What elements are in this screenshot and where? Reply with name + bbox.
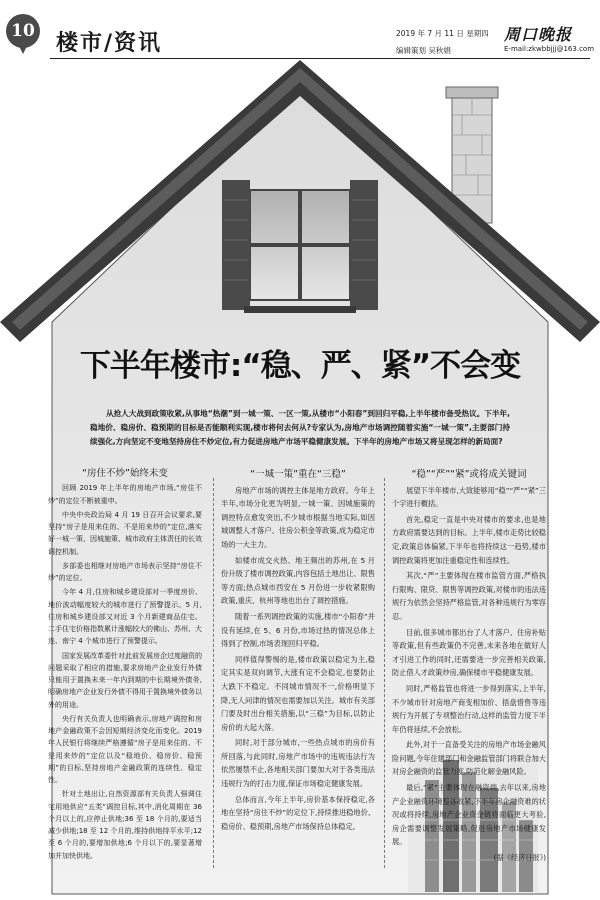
section-title: 楼市/资讯	[56, 30, 163, 56]
paragraph: 今年 4 月,住房和城乡建设部对一季度房价、地价波动幅度较大的城市进行了预警提示。5 月,住房和城乡建设部又对近 3 个月新建商品住宅、二手住宅价格指数累计涨幅较大的佛山、苏州、大连、南宁 4 个城市进行了预警提示。	[48, 588, 202, 646]
header-rule	[50, 58, 590, 59]
paragraph: 中央中央政治局 4 月 19 日召开会议要求,要坚持“房子是用来住的、不是用来炒的”定位,落实好一城一策、因城施策、城市政府主体责任的长效调控机制。	[48, 510, 202, 556]
issue-date: 2019 年 7 月 11 日 星期四	[396, 29, 489, 38]
email-address: E-mail:zkwbbjjj@163.com	[504, 45, 595, 53]
page-number-badge: 10	[6, 14, 40, 48]
paragraph: 回顾 2019 年上半年的房地产市场,“房住不炒”的定位不断被重申。	[48, 484, 202, 505]
paragraph: 针对土地出让,自然资源部有关负责人强调住宅用地供应“五类”调控目标,其中,消化周期在 36 个月以上的,应停止供地;36 至 18 个月的,要适当减少供地;18 至 12 个月的,维持供地持平水平;12 至 6 个月的,要增加供地;6 个月以下的,要显著增加并加快供地。	[48, 790, 202, 860]
column-divider	[213, 478, 214, 868]
newspaper-logo: 周口晚报	[504, 25, 573, 44]
window-sill	[244, 306, 356, 313]
column-heading: “房住不炒”始终未变	[82, 468, 168, 479]
article-headline: 下半年楼市:“稳、严、紧”不会变	[79, 348, 521, 384]
paragraph: 多部委也相继对房地产市场表示坚持“房住不炒”的定位。	[48, 561, 202, 582]
column-heading: “稳”“严”“紧”或将成关键词	[411, 469, 527, 480]
paragraph: 同时,对于部分城市,一些热点城市的房价有所回落,与此同时,房地产市场中的违规违法行为依然屡禁不止,各地相关部门要加大对于各类违法违规行为的打击力度,保证市场稳定健康发展。	[221, 738, 375, 789]
article-column-1	[48, 468, 202, 864]
paragraph: 最后,“紧”主要体现在融资端,去年以来,房地产企业融资环境整体收紧,下半年房企融资难的状况或将持续,房地产企业资金链将面临更大考验,房企需要调整发展策略,促进房地产市场健康发展。	[392, 783, 546, 847]
paragraph: 随着一系列调控政策的实施,楼市“小阳春”并没有延续,在 5、6 月份,市场过热的情况总体上得到了控制,市场表现回归平稳。	[221, 611, 375, 649]
editor-credit: 编辑策划 吴秋娟	[396, 46, 451, 55]
paragraph: 国家发展改革委针对此前发展房企过度融资的问题采取了相应的措施,要求房地产企业发行外债只能用于置换未来一年内到期的中长期境外债务,明确房地产企业发行外债不得用于置换境外债务以外的用途。	[48, 651, 202, 709]
paragraph: 如楼市成交火热、地王频出的苏州,在 5 月份升级了楼市调控政策,内容包括土地出让、限售等方面;热点城市西安在 5 月份进一步收紧限购政策,重庆、杭州等地也出台了调控措施。	[221, 555, 375, 606]
column-divider	[384, 478, 385, 868]
paragraph: 同时,严格监管也将进一步得到落实,上半年,不少城市针对房地产商变相加价、捂盘惜售等违规行为开展了专项整治行动,这样的监管力度下半年仍将延续,不会放松。	[392, 683, 546, 734]
paragraph: 其次,“严”主要体现在楼市监管方面,严格执行限购、限贷、限售等调控政策,对楼市的违法违规行为依然会坚持严格监管,对各种违规行为零容忍。	[392, 571, 546, 621]
column-heading: “一城一策”重在“三稳”	[250, 469, 346, 480]
paragraph: 央行有关负责人也明确表示,房地产调控和房地产金融政策不会因短期经济变化而变化。2019 年人民银行将继续严格遵循“房子是用来住的、不是用来炒的”定位以及“稳地价、稳房价、稳预期”的目标,坚持房地产金融政策的连续性、稳定性。	[48, 714, 202, 784]
paragraph: 房地产市场的调控主体是地方政府。今年上半年,市场分化更为明显,一城一策、因城施策的调控特点愈发突出,不少城市根据当地实际,如因城调整人才落户、住房公积金等政策,成为稳定市场的一大主力。	[221, 485, 375, 549]
paragraph: 展望下半年楼市,大致能够用“稳”“严”“紧”三个字进行概括。	[392, 485, 546, 509]
paragraph: 同样值得警惕的是,楼市政策以稳定为主,稳定其实是双向调节,大涨有定不会稳定,也要防止大跌下不稳定。不同城市情况不一,价格明显下降,无人问津的情况也需要加以关注。城市有关部门要及时出台相关措施,以“三稳”为目标,以防止房价的大起大落。	[221, 654, 375, 732]
paragraph: 总体而言,今年上半年,房价基本保持稳定,各地在坚持“房住不炒”的定位下,持续推进稳地价、稳房价、稳预期,房地产市场保持总体稳定。	[221, 794, 375, 831]
paragraph: 首先,稳定一直是中央对楼市的要求,也是地方政府需要达到的目标。上半年,楼市走势比较稳定,政策总体偏紧,下半年也将持续这一趋势,楼市调控政策将更加注重稳定性和连续性。	[392, 514, 546, 565]
page-header	[0, 0, 600, 62]
article-column-3	[392, 468, 546, 867]
paragraph: 此外,对于一直备受关注的房地产市场金融风险问题,今年住建部门和金融监管部门将联合加大对房企融资的监管力度,防范化解金融风险。	[392, 740, 546, 777]
article-column-2	[221, 468, 375, 835]
paragraph: 目前,很多城市都出台了人才落户、住房补贴等政策,但有些政策仍不完善,未来各地在做好人才引进工作的同时,还需要进一步完善相关政策,防止借人才政策炒房,确保楼市平稳健康发展。	[392, 627, 546, 678]
source-credit: (据《经济日报》)	[493, 853, 546, 863]
article-lead: 从抢人大战到政策收紧,从事地“热潮”到一城一策、一区一策,从楼市“小阳春”到回归平稳,上半年楼市备受热议。下半年,稳地价、稳房价、稳预期的目标是否能顺利实现,楼市将何去何从?专家认为,房地产市场调控随着实施“一城一策”,主要部门持续强化,方向坚定不变地坚持房住不炒定位,有力促进房地产市场平稳健康发展。下半年的房地产市场又将呈现怎样的新局面?	[90, 409, 510, 446]
